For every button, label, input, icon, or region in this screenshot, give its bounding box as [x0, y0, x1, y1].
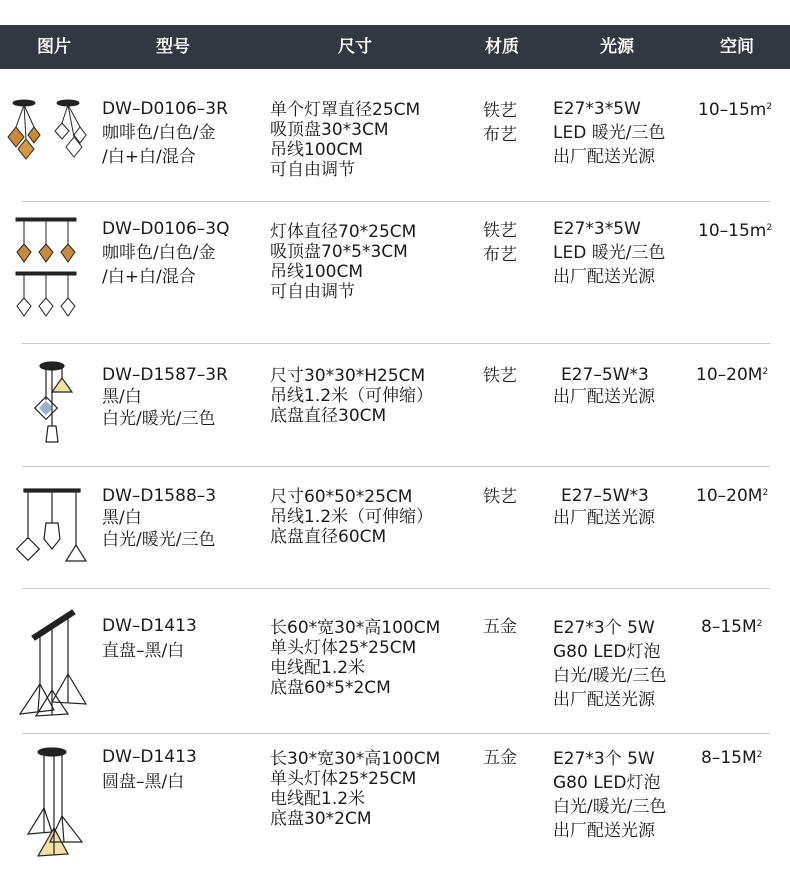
- model-color: 圆盘–黑/白: [102, 772, 185, 792]
- light-cell: [553, 99, 665, 167]
- model-color: 咖啡色/白色/金: [102, 123, 216, 143]
- material-cell: [483, 366, 517, 386]
- model-color: 直盘–黑/白: [102, 641, 185, 661]
- material-cell: [483, 221, 517, 265]
- size-line: 电线配1.2米: [270, 789, 366, 809]
- size-line: 可自由调节: [270, 160, 355, 180]
- model-cell: [102, 99, 228, 167]
- pendant-lamp-3-geometric-bar-icon: [2, 487, 92, 573]
- model-color: 黑/白: [102, 508, 142, 528]
- model-number: DW–D1588–3: [102, 486, 217, 506]
- light-line: LED 暖光/三色: [553, 123, 666, 143]
- model-cell: [102, 365, 228, 429]
- light-cell: [553, 618, 666, 710]
- model-color: 黑/白: [102, 387, 142, 407]
- material-line: 五金: [483, 748, 517, 768]
- light-cell: [553, 219, 665, 287]
- space-value: 10–15m: [698, 221, 767, 241]
- material-line: 铁艺: [483, 221, 517, 241]
- light-line: 出厂配送光源: [553, 147, 655, 167]
- header-material: 材质: [485, 37, 519, 57]
- material-line: 铁艺: [483, 101, 517, 121]
- light-line: E27*3*5W: [553, 219, 641, 239]
- size-line: 尺寸30*30*H25CM: [270, 366, 426, 386]
- light-line: E27–5W*3: [561, 486, 649, 506]
- size-line: 吸顶盘30*3CM: [270, 120, 389, 140]
- space-superscript: 2: [762, 488, 769, 498]
- light-line: 白光/暖光/三色: [553, 666, 667, 686]
- size-line: 单头灯体25*25CM: [270, 638, 417, 658]
- space-cell: [701, 748, 762, 768]
- light-line: 出厂配送光源: [553, 508, 655, 528]
- space-value: 10–20M: [696, 365, 763, 385]
- model-color: 咖啡色/白色/金: [102, 243, 216, 263]
- row-divider: [22, 588, 770, 589]
- light-line: 出厂配送光源: [553, 267, 655, 287]
- light-line: E27*3个 5W: [553, 749, 655, 769]
- light-cell: [553, 486, 655, 528]
- space-cell: [698, 100, 772, 120]
- space-superscript: 2: [756, 750, 763, 760]
- size-line: 电线配1.2米: [270, 658, 366, 678]
- size-line: 吊线100CM: [270, 262, 363, 282]
- size-cell: [270, 223, 416, 303]
- pendant-lamp-3-diamond-bar-icon: [2, 216, 92, 326]
- model-number: DW–D0106–3R: [102, 99, 228, 119]
- size-line: 底盘直径60CM: [270, 527, 387, 547]
- size-line: 底盘30*2CM: [270, 809, 372, 829]
- space-value: 10–20M: [696, 486, 763, 506]
- model-cell: [102, 486, 216, 550]
- size-line: 吊线1.2米（可伸缩）: [270, 386, 434, 406]
- size-line: 底盘直径30CM: [270, 406, 387, 426]
- row-divider: [22, 201, 770, 202]
- space-cell: [698, 221, 772, 241]
- model-color: /白+白/混合: [102, 147, 196, 167]
- material-cell: [483, 101, 517, 145]
- header-model: 型号: [156, 37, 190, 57]
- material-line: 布艺: [483, 125, 517, 145]
- header-space: 空间: [720, 37, 754, 57]
- space-superscript: 2: [762, 367, 769, 377]
- material-cell: [483, 487, 517, 507]
- model-cell: [102, 616, 197, 661]
- size-cell: [270, 487, 433, 547]
- size-line: 单头灯体25*25CM: [270, 769, 417, 789]
- space-cell: [696, 486, 768, 506]
- size-line: 吊线1.2米（可伸缩）: [270, 507, 434, 527]
- model-cell: [102, 747, 197, 792]
- size-line: 长60*宽30*高100CM: [270, 618, 441, 638]
- row-divider: [22, 733, 770, 734]
- space-superscript: 2: [756, 619, 763, 629]
- space-value: 8–15M: [701, 617, 757, 637]
- size-line: 灯体直径70*25CM: [270, 222, 417, 242]
- size-line: 底盘60*5*2CM: [270, 678, 391, 698]
- light-line: 白光/暖光/三色: [553, 797, 667, 817]
- row-divider: [22, 466, 770, 467]
- space-value: 10–15m: [698, 100, 767, 120]
- material-line: 布艺: [483, 245, 517, 265]
- model-cell: [102, 219, 229, 287]
- material-line: 铁艺: [483, 366, 517, 386]
- light-line: 出厂配送光源: [553, 387, 655, 407]
- light-line: E27*3*5W: [553, 99, 641, 119]
- size-line: 单个灯罩直径25CM: [270, 100, 421, 120]
- light-cell: [553, 749, 666, 841]
- space-cell: [696, 365, 768, 385]
- light-line: E27–5W*3: [561, 365, 649, 385]
- header-size: 尺寸: [338, 37, 372, 57]
- size-cell: [270, 618, 440, 698]
- pendant-lamp-3-pyramid-round-icon: [2, 746, 92, 862]
- model-number: DW–D1413: [102, 747, 197, 767]
- space-superscript: 2: [766, 223, 773, 233]
- light-line: LED 暖光/三色: [553, 243, 666, 263]
- table-header: [0, 25, 790, 69]
- light-line: G80 LED灯泡: [553, 773, 661, 793]
- size-line: 吊线100CM: [270, 140, 363, 160]
- model-number: DW–D1413: [102, 616, 197, 636]
- light-line: 出厂配送光源: [553, 690, 655, 710]
- size-line: 可自由调节: [270, 282, 355, 302]
- model-number: DW–D1587–3R: [102, 365, 228, 385]
- space-superscript: 2: [766, 102, 773, 112]
- light-line: G80 LED灯泡: [553, 642, 661, 662]
- size-cell: [270, 366, 433, 426]
- material-line: 铁艺: [483, 487, 517, 507]
- header-image: 图片: [37, 37, 71, 57]
- size-cell: [270, 101, 420, 181]
- pendant-lamp-3-diamond-round-icon: [2, 97, 92, 177]
- pendant-lamp-3-geometric-round-icon: [2, 360, 92, 452]
- model-light-color: 白光/暖光/三色: [102, 409, 216, 429]
- material-cell: [483, 748, 517, 768]
- row-divider: [22, 343, 770, 344]
- light-line: 出厂配送光源: [553, 821, 655, 841]
- model-color: /白+白/混合: [102, 267, 196, 287]
- size-line: 尺寸60*50*25CM: [270, 487, 413, 507]
- size-line: 长30*宽30*高100CM: [270, 749, 441, 769]
- light-cell: [553, 365, 655, 407]
- size-line: 吸顶盘70*5*3CM: [270, 242, 408, 262]
- light-line: E27*3个 5W: [553, 618, 655, 638]
- model-number: DW–D0106–3Q: [102, 219, 230, 239]
- pendant-lamp-3-pyramid-bar-icon: [2, 606, 92, 720]
- header-light-source: 光源: [600, 37, 634, 57]
- space-cell: [701, 617, 762, 637]
- material-line: 五金: [483, 617, 517, 637]
- space-value: 8–15M: [701, 748, 757, 768]
- model-light-color: 白光/暖光/三色: [102, 530, 216, 550]
- size-cell: [270, 749, 440, 829]
- material-cell: [483, 617, 517, 637]
